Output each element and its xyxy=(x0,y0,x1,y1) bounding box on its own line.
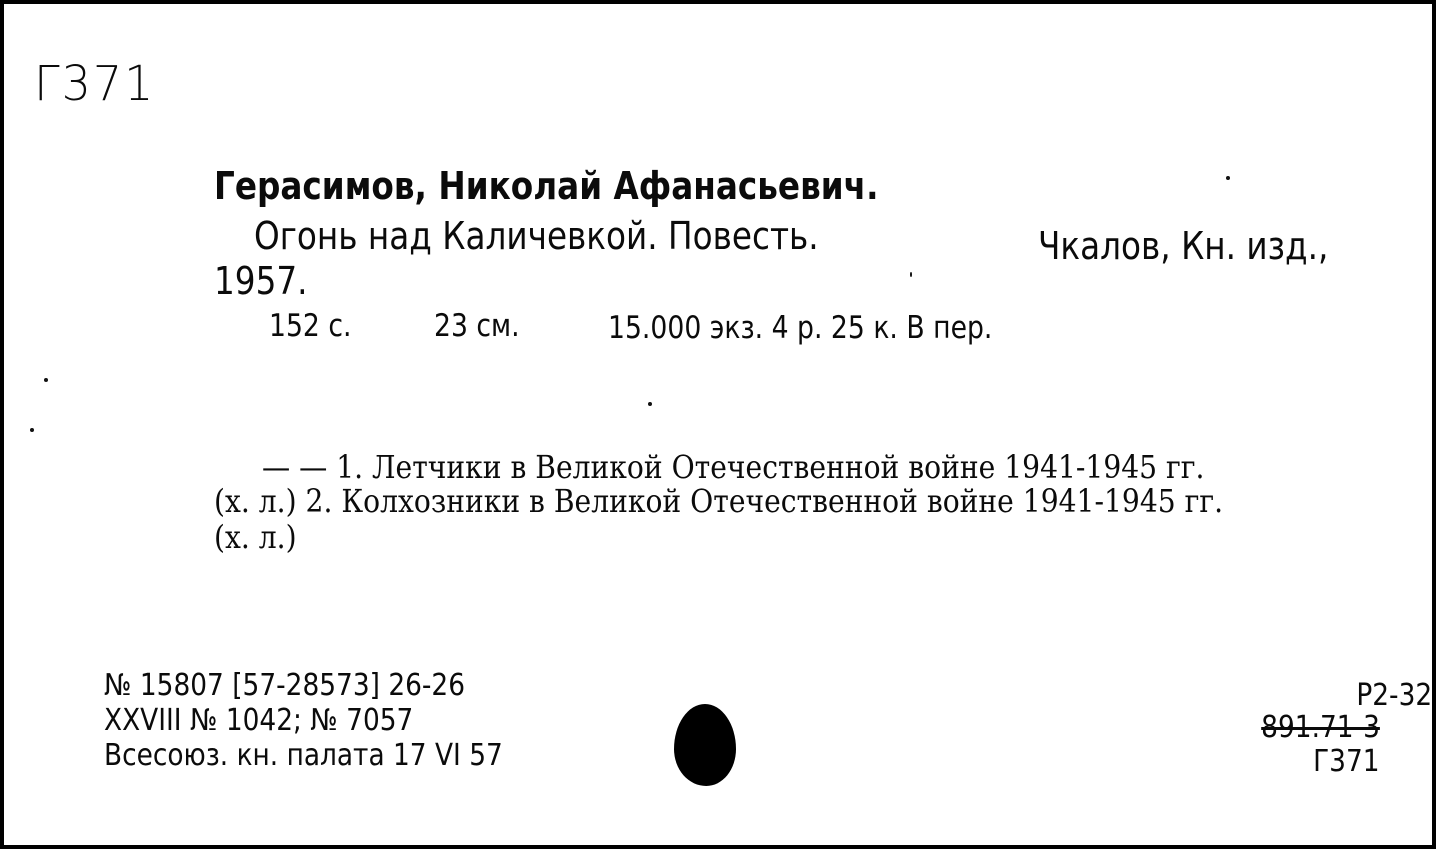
subject-heading-1: — — 1. Летчики в Великой Отечественной войне 1941-1945 гг. xyxy=(262,448,1205,486)
classification-code: Р2-32 xyxy=(1356,678,1432,713)
registration-number: № 15807 [57-28573] 26-26 xyxy=(104,668,466,703)
catalog-card xyxy=(4,4,1432,845)
speck-2 xyxy=(44,378,48,382)
speck-5 xyxy=(910,272,912,277)
subject-heading-2: (х. л.) 2. Колхозники в Великой Отечественной войне 1941-1945 гг. xyxy=(214,482,1224,520)
struck-classification-code: 891.71-3 xyxy=(1261,710,1380,745)
book-title: Огонь над Каличевкой. Повесть. xyxy=(254,214,819,258)
footer-call-number: Г371 xyxy=(1313,744,1380,779)
speck-4 xyxy=(648,402,652,406)
publisher: Чкалов, Кн. изд., xyxy=(1038,224,1329,268)
speck-1 xyxy=(1226,176,1230,180)
print-run-price: 15.000 экз. 4 р. 25 к. В пер. xyxy=(608,310,993,346)
book-size: 23 см. xyxy=(434,308,520,344)
speck-3 xyxy=(30,428,34,432)
chronicle-reference: XXVIII № 1042; № 7057 xyxy=(104,703,414,738)
handwritten-call-number: Г371 xyxy=(34,54,156,112)
page-count: 152 с. xyxy=(269,308,352,344)
punch-hole xyxy=(674,704,736,786)
publication-year: 1957. xyxy=(214,259,308,303)
chamber-stamp-line: Всесоюз. кн. палата 17 VI 57 xyxy=(104,738,503,773)
subject-heading-3: (х. л.) xyxy=(214,518,297,556)
author-heading: Герасимов, Николай Афанасьевич. xyxy=(214,164,879,208)
